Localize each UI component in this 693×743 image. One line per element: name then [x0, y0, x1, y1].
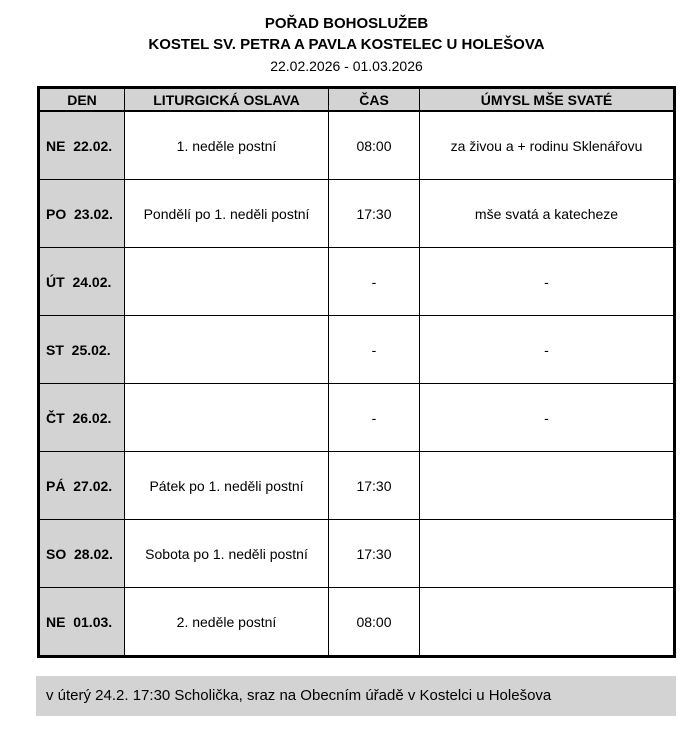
column-header-cas: ČAS [329, 88, 420, 112]
intention-cell [420, 520, 675, 588]
day-cell: PÁ 27.02. [39, 452, 125, 520]
day-cell: NE 01.03. [39, 588, 125, 657]
day-cell: ST 25.02. [39, 316, 125, 384]
time-cell: 17:30 [329, 452, 420, 520]
table-row [39, 588, 675, 657]
liturgical-cell [125, 316, 329, 384]
intention-cell [420, 452, 675, 520]
day-cell: ČT 26.02. [39, 384, 125, 452]
table-row [39, 180, 675, 248]
day-cell: ÚT 24.02. [39, 248, 125, 316]
column-header-den: DEN [39, 88, 125, 112]
table-row [39, 384, 675, 452]
table-row [39, 248, 675, 316]
time-cell: - [329, 384, 420, 452]
day-cell: NE 22.02. [39, 111, 125, 180]
intention-cell: - [420, 248, 675, 316]
liturgical-cell: Pondělí po 1. neděli postní [125, 180, 329, 248]
schedule-table [37, 86, 676, 658]
intention-cell: - [420, 384, 675, 452]
church-name: KOSTEL SV. PETRA A PAVLA KOSTELEC U HOLEŠOVA [148, 36, 545, 53]
time-cell: - [329, 316, 420, 384]
table-header-row [39, 88, 675, 112]
time-cell: 17:30 [329, 520, 420, 588]
day-cell: SO 28.02. [39, 520, 125, 588]
table-row [39, 111, 675, 180]
intention-cell: za živou a + rodinu Sklenářovu [420, 111, 675, 180]
liturgical-cell [125, 248, 329, 316]
table-row [39, 452, 675, 520]
footer-note: v úterý 24.2. 17:30 Scholička, sraz na Obecním úřadě v Kostelci u Holešova [36, 676, 676, 716]
table-row [39, 316, 675, 384]
liturgical-cell: Pátek po 1. neděli postní [125, 452, 329, 520]
page-title: POŘAD BOHOSLUŽEB [264, 15, 429, 32]
title-block [0, 0, 693, 77]
time-cell: 08:00 [329, 111, 420, 180]
table-row [39, 520, 675, 588]
intention-cell [420, 588, 675, 657]
column-header-umysl-mse-svate: ÚMYSL MŠE SVATÉ [420, 88, 675, 112]
liturgical-cell [125, 384, 329, 452]
column-header-liturgicka-oslava: LITURGICKÁ OSLAVA [125, 88, 329, 112]
date-range: 22.02.2026 - 01.03.2026 [270, 58, 423, 74]
time-cell: - [329, 248, 420, 316]
time-cell: 17:30 [329, 180, 420, 248]
intention-cell: mše svatá a katecheze [420, 180, 675, 248]
day-cell: PO 23.02. [39, 180, 125, 248]
time-cell: 08:00 [329, 588, 420, 657]
intention-cell: - [420, 316, 675, 384]
liturgical-cell: Sobota po 1. neděli postní [125, 520, 329, 588]
liturgical-cell: 2. neděle postní [125, 588, 329, 657]
liturgical-cell: 1. neděle postní [125, 111, 329, 180]
